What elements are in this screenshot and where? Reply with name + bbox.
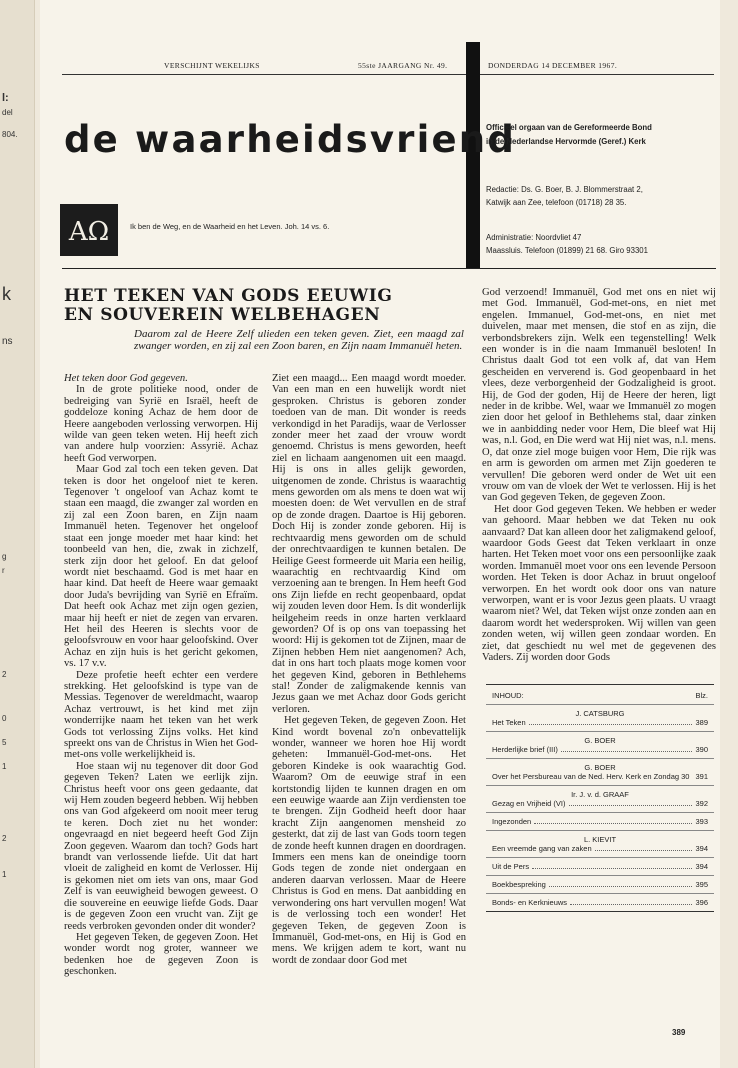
left-page-margin <box>0 0 35 1068</box>
subheading: Het teken door God gegeven. <box>64 373 188 384</box>
margin-fragment: 0 <box>2 714 7 723</box>
paragraph: Maar God zal toch een teken geven. Dat teken is door het ongeloof niet te keren. Tegenover 't ongeloof van Achaz komt te staan een maagd, die zwanger zal worden en zij zal een Zoon baren, en Zijn naam Immanuël heten. Tegenover het ongeloof staat een jonge moeder met haar kind: het toonbeeld van hen, die, zwak in zichzelf, sterk zijn door het geloof. En dat geloof wordt niet beschaamd. God is met haar en haar kind. Dat heeft de Heere waar gemaakt door Juda's bevrijding van Syrië en Efraïm. Dat heeft ook Achaz met zijn ogen gezien, maar hij heeft er niet de zegen van ervaren. Het heil des Heeren is slechts voor de geloofsvrouw en voor haar geloofskind. Over Achaz en zijn huis is het gericht gekomen, vs. 17 v.v. <box>64 464 258 670</box>
editorial-line-1: Redactie: Ds. G. Boer, B. J. Blommerstraat 2, <box>486 185 643 194</box>
toc-header <box>486 685 714 704</box>
margin-fragment: 5 <box>2 738 7 747</box>
margin-fragment: 804. <box>2 130 18 139</box>
paragraph: Hoe staan wij nu tegenover dit door God gegeven Teken? Laten we eerlijk zijn. Christus heeft voor ons geen gedaante, dat wij Hem zouden begeerd hebben. Wij hebben ons van God afgekeerd om nooit meer terug te keren. Doch ziet nu het wonder: ongevraagd en niet begeerd heeft God Zijn Zoon gegeven. Waarom dan toch? Gods hart brandt van verlossende liefde. Uit dat hart vloeit de zaligheid en komt de Verlosser. Hij is gekomen niet om iets van ons, maar God Zelf is van eeuwigheid bewogen geweest. O die souvereine en eeuwige liefde Gods. Daar is de gegeven Zoon een vrucht van. Zijt ge reeds verbroken gevonden onder dit wonder? <box>64 760 258 932</box>
toc-page-label: Blz. <box>695 691 708 700</box>
toc-page: 392 <box>695 799 708 808</box>
toc-heading: INHOUD: <box>492 691 524 700</box>
toc-title: Een vreemde gang van zaken <box>492 844 592 853</box>
margin-fragment: 1 <box>2 762 7 771</box>
toc-page: 393 <box>695 817 708 826</box>
toc-author: G. BOER <box>584 763 616 772</box>
toc-entry <box>486 893 714 911</box>
masthead-title: de waarheidsvriend <box>64 118 517 161</box>
toc-page: 389 <box>695 718 708 727</box>
paragraph: In de grote politieke nood, onder de bedreiging van Syrië en Israël, heeft de goddeloze koning Achaz de hem door de Heere aangeboden verlossing verworpen. Hij wilde van geen teken weten. Hij heeft zich van andere hulp voorzien: Assyrië. Achaz heeft God verworpen. <box>64 384 258 464</box>
margin-fragment: g <box>2 552 7 561</box>
table-of-contents <box>486 684 714 912</box>
toc-entry <box>486 857 714 875</box>
divider <box>480 74 714 75</box>
paragraph: Ziet een maagd... Een maagd wordt moeder. Van een man en een huwelijk wordt niet gesproken. Christus is geboren zonder toedoen van de man. Dit wonder is reeds verkondigd in het Paradijs, waar de Verlosser zonder meer het zaad der vrouw wordt genoemd. Christus is mens geworden, heeft ziel en lichaam aangenomen uit een maagd. Hij is ons in alles gelijk geworden, uitgenomen de zonde. Christus is waarachtig mens geworden om als mens te doen wat wij moesten doen: de Wet vervullen en de straf op de zonde dragen. Daartoe is Hij geboren. Doch Hij is zonder zonde geboren. Hij is rechtvaardig mens geworden om de schuld der onrechtvaardigen te kunnen betalen. De Heilige Geest formeerde uit Maria een heilig, waarachtig en rechtvaardig Kind om verzoening aan te brengen. In Hem heeft God ons Zijn liefde en recht geopenbaard, opdat wij zouden leven door Hem. Is dit wonderlijk heilgeheim reeds in onze harten verklaard geworden? Of is op ons van toepassing het woord: Hij is gekomen tot de Zijnen, maar de Zijnen hebben Hem niet aangenomen? Ach, dat in ons hart toch plaats moge komen voor het gegeven Kind, geboren in Bethlehems stal! Zonder de zaligmakende kennis van Jezus gaan we met Achaz door Gods gericht verloren. <box>272 373 466 715</box>
article-headline <box>64 287 392 325</box>
article-column-2 <box>272 373 466 1053</box>
article-column-3 <box>482 287 716 677</box>
toc-author: G. BOER <box>584 736 616 745</box>
toc-title: Herderlijke brief (III) <box>492 745 558 754</box>
article-intro: Daarom zal de Heere Zelf ulieden een teken geven. Ziet, een maagd zal zwanger worden, en zij zal een Zoon baren, en Zijn naam Immanuël heten. <box>134 328 464 352</box>
toc-page: 394 <box>695 862 708 871</box>
toc-title: Bonds- en Kerknieuws <box>492 898 568 907</box>
administration-line-2: Maassluis. Telefoon (01899) 21 68. Giro 93301 <box>486 246 648 255</box>
toc-title: Over het Persbureau van de Ned. Herv. Kerk en Zondag 30 <box>492 772 690 781</box>
newspaper-page <box>40 0 720 1068</box>
article-column-1 <box>64 373 258 1053</box>
toc-entry <box>486 830 714 857</box>
toc-page: 390 <box>695 745 708 754</box>
organ-line-1: Officieel orgaan van de Gereformeerde Bond <box>486 123 652 132</box>
margin-fragment: l: <box>2 92 9 104</box>
toc-page: 396 <box>695 898 708 907</box>
toc-title: Ingezonden <box>492 817 532 826</box>
headline-line-1: HET TEKEN VAN GODS EEUWIG <box>64 286 393 306</box>
frequency-label: VERSCHIJNT WEKELIJKS <box>164 61 260 70</box>
toc-page: 391 <box>695 772 708 781</box>
alpha-omega-logo <box>60 204 118 256</box>
margin-fragment: k <box>2 284 11 304</box>
toc-title: Het Teken <box>492 718 526 727</box>
margin-fragment: del <box>2 108 13 117</box>
date-label: DONDERDAG 14 DECEMBER 1967. <box>488 61 618 70</box>
margin-fragment: 2 <box>2 670 7 679</box>
toc-title: Boekbespreking <box>492 880 546 889</box>
administration-line-1: Administratie: Noordvliet 47 <box>486 233 582 242</box>
divider <box>62 74 466 75</box>
toc-entry <box>486 875 714 893</box>
margin-fragment: ns <box>2 336 13 347</box>
organ-line-2: in de Nederlandse Hervormde (Geref.) Kerk <box>486 137 646 146</box>
paragraph: Het gegeven Teken, de gegeven Zoon. Het Kind wordt bovenal zo'n onbevattelijk wonder, wanneer we horen hoe Hij wordt geheten: Immanuël-God-met-ons. Het geboren Kindeke is ook waarachtig God. Waarom? Om de eeuwige straf in een kortstondig lijden te kunnen dragen en om een eeuwige waarde aan Zijn verdiensten toe te brengen. Zijn Godheid heeft door haar kracht Zijn aangenomen mensheid zo gesterkt, dat zij de last van Gods toorn tegen de zonde heeft kunnen dragen en doordragen. Immers een mens kan de oneindige toorn Gods tegen de zonde niet ondergaan en anderen daarvan verlossen. Maar de Heere Christus is God en mens. Dat aanbidding en verwondering ons hart vervullen mogen! Wat is de verlossing toch een wonder! Het gegeven Teken, de gegeven Zoon is Immanuël, God-met-ons, en Hij is God en mens. We krijgen adem te kort, want nu wordt de zondaar door God met <box>272 715 466 966</box>
paragraph: God verzoend! Immanuël, God met ons en niet wij met God. Immanuël, God-met-ons, en niet met engelen. Immanuel, God-met-ons, en niet met duivelen, maar met mensen, die stof en as zijn, die verbondsbrekers zijn. Welk een tegenstelling! Welk een wonder is in die naam Immanuël besloten! In Christus daalt God tot een volk af, dat van Hem gescheiden en ververend is. God geopenbaard in het vlees, deze verborgenheid der Godzaligheid is groot. Hij, de God der goden, Hij de Heere der heren, ligt neder in de kribbe. Wel, waar we Immanuël zo mogen zien door het geloof in Bethlehems stal, daar zinken we in aanbidding neder voor Hem, Die bleef wat Hij was, n.l. God, en Die werd wat Hij niet was, n.l. mens. O, dat onze ziel moge buigen voor Hem, Die rijk was en arm is geworden om armen met Zijn goederen te vervullen! Die geboren werd onder de Wet uit een vrouw om van de vloek der Wet te verlossen. Hij is het van God gegeven Teken, de gegeven Zoon. <box>482 287 716 504</box>
margin-fragment: 1 <box>2 870 7 879</box>
volume-label: 55ste JAARGANG Nr. 49. <box>358 61 448 70</box>
margin-fragment: 2 <box>2 834 7 843</box>
editorial-line-2: Katwijk aan Zee, telefoon (01718) 28 35. <box>486 198 627 207</box>
page-number: 389 <box>672 1028 686 1037</box>
toc-title: Uit de Pers <box>492 862 530 871</box>
divider <box>62 268 716 269</box>
toc-entry <box>486 731 714 758</box>
toc-entry <box>486 758 714 785</box>
motto: Ik ben de Weg, en de Waarheid en het Leven. Joh. 14 vs. 6. <box>130 222 330 231</box>
toc-page: 394 <box>695 844 708 853</box>
paragraph: Deze profetie heeft echter een verdere strekking. Het geloofskind is type van de Messias. Tegenover de wereldmacht, waarop Achaz vertrouwt, is het kind met zijn wonderrijke naam het teken van het werk Gods tot verlossing Zijns volks. Het kind spreekt ons van de Christus in Wien het God-met-ons volle werkelijkheid is. <box>64 669 258 761</box>
headline-line-2: EN SOUVEREIN WELBEHAGEN <box>64 305 381 325</box>
toc-author: Ir. J. v. d. GRAAF <box>571 790 629 799</box>
toc-author: J. CATSBURG <box>575 709 625 718</box>
toc-entry <box>486 704 714 731</box>
toc-page: 395 <box>695 880 708 889</box>
logo-symbol: AΩ <box>68 217 110 247</box>
toc-title: Gezag en Vrijheid (VI) <box>492 799 566 808</box>
toc-author: L. KIEVIT <box>583 835 617 844</box>
paragraph: Het door God gegeven Teken. We hebben er weder van gehoord. Maar hebben we dat Teken nu ook aanvaard? Dat kan alleen door het zaligmakend geloof, waardoor Gods Geest dat Teken verklaart in onze harten. Het Teken moet voor ons een persoonlijke zaak worden. Immanuël moet voor ons een levende Persoon worden. Het Teken is door Achaz in bruut ongeloof verworpen. En het wordt ook door ons van nature verworpen, want er is voor Jezus geen plaats. U vraagt waarom niet? Wel, dat Teken wijst onze zonden aan en daarom wordt het wedersproken. Wij willen van geen zonden weten, wij willen geen zondaar worden. En ziet, dat geschiedt nu wel met de gegevenen des Vaders. Zij worden door Gods <box>482 503 716 663</box>
paragraph: Het gegeven Teken, de gegeven Zoon. Het wonder wordt nog groter, wanneer we bedenken hoe de gegeven Zoon is geschonken. <box>64 931 258 978</box>
toc-entry <box>486 785 714 812</box>
toc-entry <box>486 812 714 830</box>
margin-fragment: r <box>2 566 5 575</box>
